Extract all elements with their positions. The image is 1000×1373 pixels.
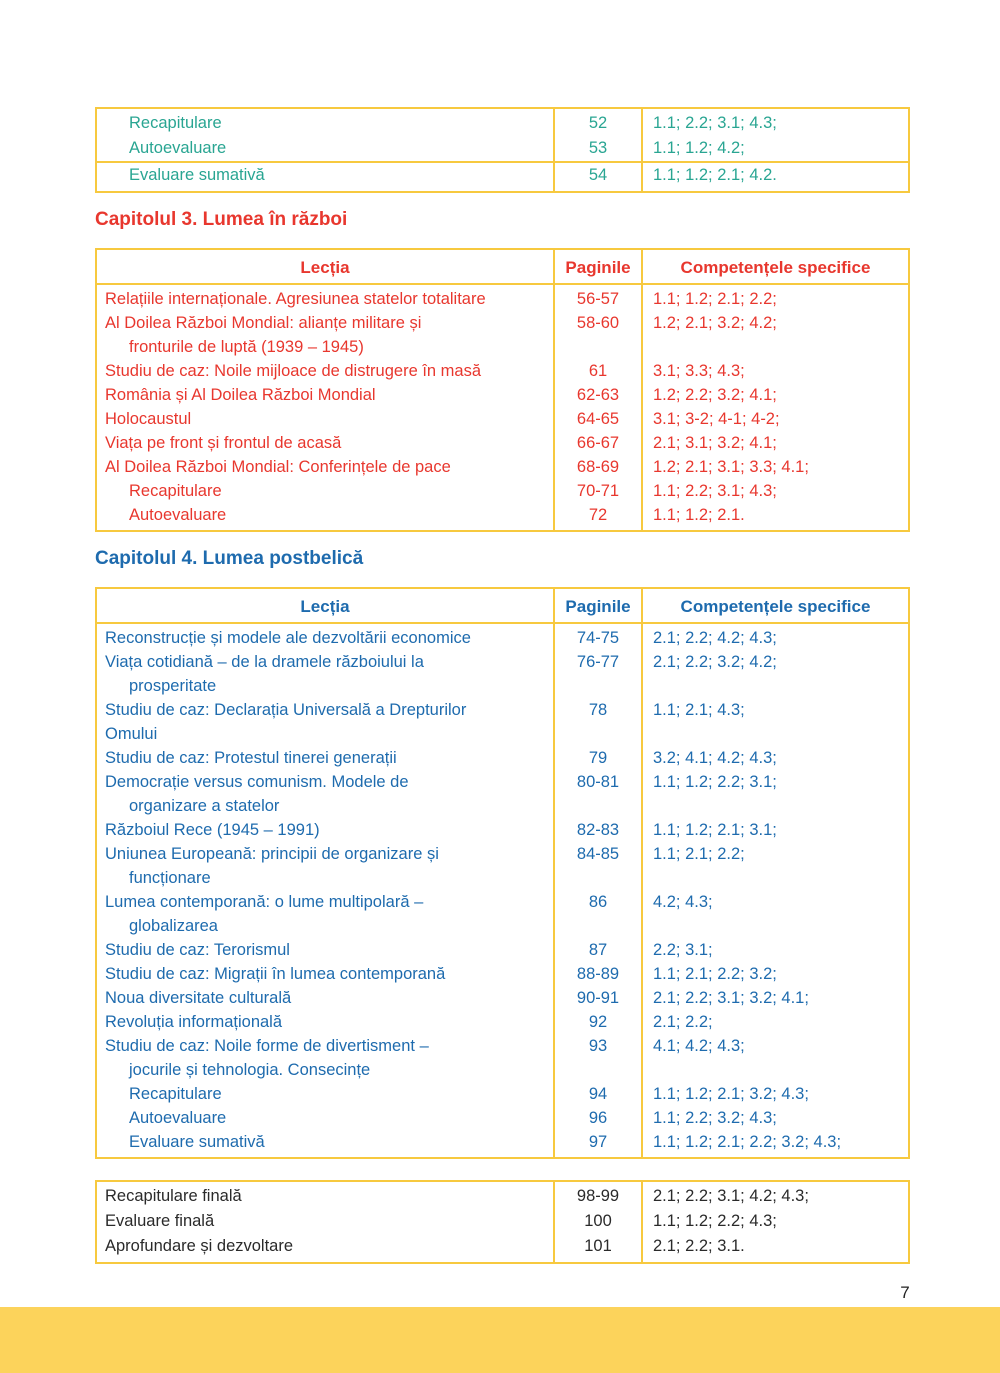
- lesson-cell: [97, 311, 553, 359]
- pages-cell: 86: [553, 890, 643, 938]
- pages-cell: 64-65: [553, 407, 643, 431]
- competencies-cell: 1.1; 1.2; 2.1; 3.1;: [653, 821, 777, 839]
- table-body: [97, 624, 908, 1157]
- table-row: [97, 1010, 908, 1034]
- table-row: [97, 503, 908, 530]
- pages-cell: 66-67: [553, 431, 643, 455]
- pages-cell: 88-89: [553, 962, 643, 986]
- lesson-cell: [97, 746, 553, 770]
- pages-cell: 54: [553, 163, 643, 191]
- lesson-line: Holocaustul: [105, 410, 192, 428]
- chapter4-table: [95, 587, 910, 1159]
- table-row: [97, 1106, 908, 1130]
- table-row: [97, 383, 908, 407]
- lesson-line: Autoevaluare: [129, 1109, 227, 1127]
- lesson-line: Recapitulare: [129, 114, 222, 132]
- lesson-line: Evaluare sumativă: [129, 166, 265, 184]
- lesson-cell: [97, 455, 553, 479]
- pages-cell: 101: [553, 1234, 643, 1262]
- table-row: [97, 431, 908, 455]
- competencies-cell: 1.1; 2.2; 3.1; 4.3;: [653, 114, 777, 132]
- lesson-cell: [97, 1106, 553, 1130]
- lesson-line: Viața cotidiană – de la dramele războiului la: [105, 653, 424, 671]
- pages-cell: 68-69: [553, 455, 643, 479]
- table-row: [97, 1034, 908, 1082]
- lesson-cell: [97, 938, 553, 962]
- competencies-cell: 1.1; 1.2; 2.1.: [653, 506, 745, 524]
- lesson-cell: [97, 431, 553, 455]
- table-row: [97, 770, 908, 818]
- lesson-line: Studiu de caz: Protestul tinerei generații: [105, 749, 397, 767]
- lesson-line: fronturile de luptă (1939 – 1945): [129, 338, 364, 356]
- table-row: [97, 962, 908, 986]
- table-row: [97, 311, 908, 359]
- pages-cell: 90-91: [553, 986, 643, 1010]
- table-row: [97, 161, 908, 191]
- table-row: [97, 136, 908, 161]
- lesson-line: Al Doilea Război Mondial: alianțe militare și: [105, 314, 422, 332]
- lesson-cell: [97, 1234, 553, 1262]
- lesson-cell: [97, 1209, 553, 1234]
- table-row: [97, 1182, 908, 1209]
- lesson-line: Noua diversitate culturală: [105, 989, 292, 1007]
- competencies-column-header: Competențele specifice: [680, 258, 871, 277]
- lesson-cell: [97, 359, 553, 383]
- pages-cell: 72: [553, 503, 643, 530]
- table-body: [97, 285, 908, 530]
- pages-column-header: Paginile: [553, 589, 643, 624]
- table-row: [97, 818, 908, 842]
- lesson-cell: [97, 383, 553, 407]
- pages-cell: 82-83: [553, 818, 643, 842]
- competencies-cell: 1.1; 2.1; 2.2;: [653, 845, 745, 863]
- lesson-cell: [97, 407, 553, 431]
- table-row: [97, 624, 908, 650]
- competencies-cell: 1.2; 2.1; 3.1; 3.3; 4.1;: [653, 458, 809, 476]
- pages-cell: 94: [553, 1082, 643, 1106]
- table-row: [97, 407, 908, 431]
- table-row: [97, 1082, 908, 1106]
- table-header-row: [97, 250, 908, 285]
- lesson-line: Relațiile internaționale. Agresiunea statelor totalitare: [105, 290, 486, 308]
- lesson-cell: [97, 109, 553, 136]
- pages-cell: 62-63: [553, 383, 643, 407]
- table-row: [97, 842, 908, 890]
- table-row: [97, 650, 908, 698]
- competencies-cell: 1.1; 1.2; 2.1; 2.2; 3.2; 4.3;: [653, 1133, 842, 1151]
- lesson-line: Recapitulare finală: [105, 1187, 242, 1205]
- lesson-cell: [97, 770, 553, 818]
- chapter3-table: [95, 248, 910, 532]
- competencies-cell: 1.2; 2.1; 3.2; 4.2;: [653, 314, 777, 332]
- lesson-line: Studiu de caz: Noile forme de divertisment –: [105, 1037, 429, 1055]
- table-row: [97, 285, 908, 311]
- pages-cell: 98-99: [553, 1182, 643, 1209]
- pages-cell: 53: [553, 136, 643, 161]
- lesson-cell: [97, 650, 553, 698]
- lesson-line: Studiu de caz: Terorismul: [105, 941, 290, 959]
- pages-cell: 56-57: [553, 285, 643, 311]
- competencies-cell: 1.1; 1.2; 2.1; 2.2;: [653, 290, 777, 308]
- competencies-cell: 1.1; 2.1; 2.2; 3.2;: [653, 965, 777, 983]
- top-table: [95, 107, 910, 193]
- pages-cell: 80-81: [553, 770, 643, 818]
- competencies-cell: 1.1; 1.2; 2.2; 4.3;: [653, 1212, 777, 1230]
- competencies-cell: 4.2; 4.3;: [653, 893, 713, 911]
- lesson-cell: [97, 136, 553, 161]
- competencies-cell: 1.1; 1.2; 4.2;: [653, 139, 745, 157]
- pages-cell: 100: [553, 1209, 643, 1234]
- lesson-line: Războiul Rece (1945 – 1991): [105, 821, 320, 839]
- table-row: [97, 890, 908, 938]
- competencies-cell: 3.1; 3.3; 4.3;: [653, 362, 745, 380]
- page-number: 7: [900, 1283, 910, 1302]
- table-row: [97, 479, 908, 503]
- pages-column-header: Paginile: [553, 250, 643, 285]
- pages-cell: 87: [553, 938, 643, 962]
- table-row: [97, 986, 908, 1010]
- competencies-cell: 3.2; 4.1; 4.2; 4.3;: [653, 749, 777, 767]
- lesson-line: Recapitulare: [129, 482, 222, 500]
- pages-cell: 92: [553, 1010, 643, 1034]
- competencies-cell: 1.1; 2.1; 4.3;: [653, 701, 745, 719]
- lesson-line: Lumea contemporană: o lume multipolară –: [105, 893, 424, 911]
- table-row: [97, 746, 908, 770]
- table-body: [97, 1182, 908, 1262]
- competencies-cell: 2.1; 2.2; 4.2; 4.3;: [653, 629, 777, 647]
- lesson-cell: [97, 986, 553, 1010]
- lesson-line: Revoluția informațională: [105, 1013, 283, 1031]
- competencies-cell: 2.1; 2.2; 3.1.: [653, 1237, 745, 1255]
- competencies-cell: 3.1; 3-2; 4-1; 4-2;: [653, 410, 780, 428]
- lesson-line: Autoevaluare: [129, 139, 227, 157]
- lesson-line: jocurile și tehnologia. Consecințe: [129, 1061, 371, 1079]
- competencies-cell: 2.1; 2.2; 3.1; 4.2; 4.3;: [653, 1187, 809, 1205]
- pages-cell: 84-85: [553, 842, 643, 890]
- lesson-line: organizare a statelor: [129, 797, 280, 815]
- pages-cell: 74-75: [553, 624, 643, 650]
- lesson-line: Viața pe front și frontul de acasă: [105, 434, 342, 452]
- competencies-cell: 2.1; 2.2;: [653, 1013, 713, 1031]
- table-row: [97, 109, 908, 136]
- lesson-line: Autoevaluare: [129, 506, 227, 524]
- lesson-line: Studiu de caz: Declarația Universală a Drepturilor: [105, 701, 467, 719]
- pages-cell: 79: [553, 746, 643, 770]
- table-body: [97, 109, 908, 191]
- pages-cell: 78: [553, 698, 643, 746]
- lesson-cell: [97, 163, 553, 191]
- lesson-cell: [97, 624, 553, 650]
- pages-cell: 61: [553, 359, 643, 383]
- competencies-cell: 1.1; 1.2; 2.1; 4.2.: [653, 166, 777, 184]
- lesson-cell: [97, 1130, 553, 1157]
- lesson-cell: [97, 962, 553, 986]
- lesson-cell: [97, 1082, 553, 1106]
- lesson-cell: [97, 479, 553, 503]
- table-row: [97, 698, 908, 746]
- competencies-cell: 1.2; 2.2; 3.2; 4.1;: [653, 386, 777, 404]
- lesson-line: globalizarea: [129, 917, 218, 935]
- pages-cell: 76-77: [553, 650, 643, 698]
- lesson-cell: [97, 503, 553, 530]
- pages-cell: 58-60: [553, 311, 643, 359]
- table-row: [97, 455, 908, 479]
- table-row: [97, 938, 908, 962]
- table-row: [97, 1209, 908, 1234]
- competencies-cell: 1.1; 2.2; 3.1; 4.3;: [653, 482, 777, 500]
- competencies-column-header: Competențele specifice: [680, 597, 871, 616]
- lesson-column-header: Lecția: [300, 258, 350, 277]
- lesson-cell: [97, 890, 553, 938]
- pages-cell: 70-71: [553, 479, 643, 503]
- competencies-cell: 2.1; 2.2; 3.1; 3.2; 4.1;: [653, 989, 809, 1007]
- pages-cell: 52: [553, 109, 643, 136]
- table-row: [97, 359, 908, 383]
- chapter3-heading: Capitolul 3. Lumea în război: [95, 209, 348, 230]
- lesson-line: Omului: [105, 725, 158, 743]
- table-row: [97, 1234, 908, 1262]
- lesson-line: Aprofundare și dezvoltare: [105, 1237, 294, 1255]
- lesson-line: Uniunea Europeană: principii de organizare și: [105, 845, 439, 863]
- lesson-line: Recapitulare: [129, 1085, 222, 1103]
- lesson-line: Democrație versus comunism. Modele de: [105, 773, 409, 791]
- competencies-cell: 1.1; 1.2; 2.2; 3.1;: [653, 773, 777, 791]
- competencies-cell: 2.2; 3.1;: [653, 941, 713, 959]
- competencies-cell: 2.1; 3.1; 3.2; 4.1;: [653, 434, 777, 452]
- lesson-line: Reconstrucție și modele ale dezvoltării economice: [105, 629, 471, 647]
- competencies-cell: 4.1; 4.2; 4.3;: [653, 1037, 745, 1055]
- lesson-cell: [97, 818, 553, 842]
- lesson-cell: [97, 285, 553, 311]
- lesson-line: Studiu de caz: Noile mijloace de distrugere în masă: [105, 362, 482, 380]
- pages-cell: 97: [553, 1130, 643, 1157]
- table-row: [97, 1130, 908, 1157]
- footer-bar: [0, 1307, 1000, 1373]
- competencies-cell: 2.1; 2.2; 3.2; 4.2;: [653, 653, 777, 671]
- lesson-line: Evaluare sumativă: [129, 1133, 265, 1151]
- lesson-line: Evaluare finală: [105, 1212, 215, 1230]
- pages-cell: 96: [553, 1106, 643, 1130]
- final-table: [95, 1180, 910, 1264]
- lesson-cell: [97, 842, 553, 890]
- competencies-cell: 1.1; 1.2; 2.1; 3.2; 4.3;: [653, 1085, 809, 1103]
- lesson-cell: [97, 1034, 553, 1082]
- lesson-line: funcționare: [129, 869, 211, 887]
- chapter4-heading: Capitolul 4. Lumea postbelică: [95, 548, 364, 569]
- lesson-cell: [97, 1010, 553, 1034]
- table-header-row: [97, 589, 908, 624]
- competencies-cell: 1.1; 2.2; 3.2; 4.3;: [653, 1109, 777, 1127]
- toc-page-content: [95, 107, 910, 1264]
- pages-cell: 93: [553, 1034, 643, 1082]
- lesson-column-header: Lecția: [300, 597, 350, 616]
- lesson-line: prosperitate: [129, 677, 217, 695]
- lesson-line: Studiu de caz: Migrații în lumea contemporană: [105, 965, 446, 983]
- lesson-line: Al Doilea Război Mondial: Conferințele de pace: [105, 458, 451, 476]
- lesson-cell: [97, 698, 553, 746]
- lesson-cell: [97, 1182, 553, 1209]
- lesson-line: România și Al Doilea Război Mondial: [105, 386, 376, 404]
